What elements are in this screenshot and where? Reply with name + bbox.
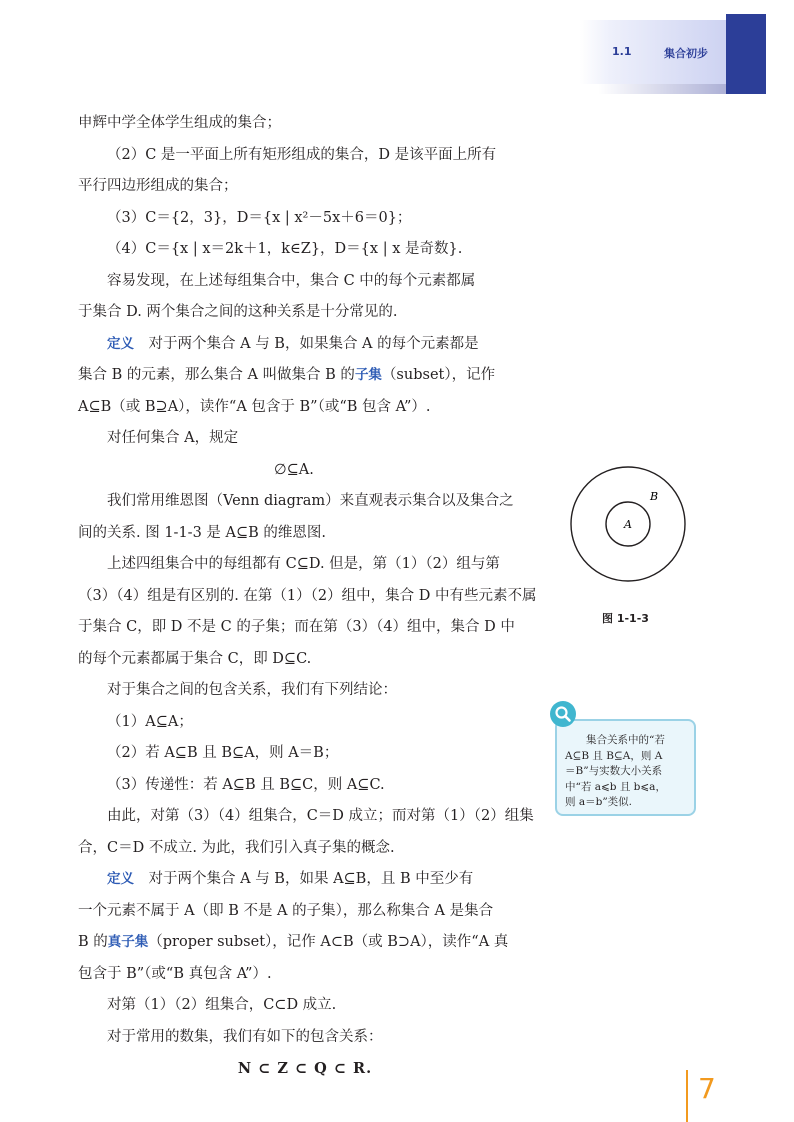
text-line: 间的关系. 图 1-1-3 是 A⊆B 的维恩图. [78, 524, 327, 541]
note-line: 集合关系中的“若 [586, 734, 665, 746]
text-line: 对于常用的数集，我们有如下的包含关系： [107, 1028, 383, 1045]
side-note-text [565, 733, 689, 811]
definition-label: 定义 [107, 335, 134, 352]
text-line: 由此，对第（3）（4）组集合，C＝D 成立；而对第（1）（2）组集 [107, 808, 534, 824]
text-line: 我们常用维恩图（Venn diagram）来直观表示集合以及集合之 [107, 493, 514, 509]
header-accent-block [726, 14, 766, 94]
text-line: （4）C＝{x | x＝2k＋1，k∈Z}，D＝{x | x 是奇数}. [107, 241, 463, 257]
text-span: （proper subset），记作 A⊂B（或 B⊃A），读作“A 真 [148, 934, 509, 950]
text-span: （subset），记作 [381, 367, 496, 383]
venn-label-b: B [649, 490, 659, 503]
text-line: 一个元素不属于 A（即 B 不是 A 的子集），那么称集合 A 是集合 [78, 902, 494, 919]
text-line: 申辉中学全体学生组成的集合； [78, 115, 281, 131]
text-line: （1）A⊆A； [107, 713, 193, 730]
body-text [78, 108, 537, 1085]
page-number-rule [686, 1070, 688, 1122]
venn-label-a: A [624, 518, 632, 531]
definition-line [78, 864, 532, 896]
header-section-title: 集合初步 [664, 47, 708, 60]
subset-term: 子集 [354, 367, 382, 383]
text-line: 于集合 C，即 D 不是 C 的子集；而在第（3）（4）组中，集合 D 中 [78, 619, 515, 635]
text-line: 容易发现，在上述每组集合中，集合 C 中的每个元素都属 [107, 272, 476, 289]
text-line: 对第（1）（2）组集合，C⊂D 成立. [107, 997, 337, 1013]
text-line: 合，C＝D 不成立. 为此，我们引入真子集的概念. [78, 839, 395, 856]
text-line [78, 360, 532, 392]
figure-caption: 图 1-1-3 [602, 612, 649, 625]
magnifier-icon [549, 700, 577, 728]
text-line: 于集合 D. 两个集合之间的这种关系是十分常见的. [78, 304, 398, 320]
text-line: （3）（4）组是有区别的. 在第（1）（2）组中，集合 D 中有些元素不属 [78, 587, 537, 604]
text-line: （3）传递性：若 A⊆B 且 B⊆C，则 A⊆C. [107, 776, 385, 793]
header-section-number: 1.1 [612, 45, 632, 58]
text-line: 平行四边形组成的集合； [78, 178, 238, 194]
text-line: A⊆B（或 B⊇A），读作“A 包含于 B”（或“B 包含 A”）. [78, 398, 431, 415]
note-line: A⊆B 且 B⊆A，则 A [565, 749, 663, 762]
definition-line [78, 329, 532, 361]
note-line: ＝B”与实数大小关系 [565, 765, 663, 777]
text-span: B 的 [78, 934, 108, 950]
definition-label: 定义 [107, 871, 134, 887]
text-line: （2）若 A⊆B 且 B⊆A，则 A＝B； [107, 745, 339, 761]
text-line [78, 927, 532, 959]
note-line: 中“若 a⩽b 且 b⩽a， [565, 780, 666, 793]
note-line: 则 a＝b”类似. [565, 796, 633, 808]
proper-subset-term: 真子集 [107, 934, 149, 950]
text-line: 包含于 B”（或“B 真包含 A”）. [78, 965, 272, 982]
text-span: 对于两个集合 A 与 B，如果 A⊆B，且 B 中至少有 [148, 871, 474, 887]
text-line: 的每个元素都属于集合 C，即 D⊆C. [78, 650, 312, 667]
text-line: （3）C＝{2，3}，D＝{x | x²－5x＋6＝0}； [107, 209, 412, 226]
text-span: 集合 B 的元素，那么集合 A 叫做集合 B 的 [78, 367, 355, 383]
page-number: 7 [698, 1072, 716, 1105]
side-note-box [555, 719, 696, 816]
text-line: 对于集合之间的包含关系，我们有下列结论： [107, 682, 397, 698]
venn-diagram [566, 462, 690, 586]
text-line: 对任何集合 A，规定 [107, 430, 239, 446]
text-span: 对于两个集合 A 与 B，如果集合 A 的每个元素都是 [148, 335, 479, 352]
formula-empty-subset: ∅⊆A. [274, 461, 314, 478]
text-line: 上述四组集合中的每组都有 C⊆D. 但是，第（1）（2）组与第 [107, 556, 500, 572]
number-set-chain: N ⊂ Z ⊂ Q ⊂ R. [237, 1060, 373, 1077]
text-line: （2）C 是一平面上所有矩形组成的集合，D 是该平面上所有 [107, 146, 497, 163]
